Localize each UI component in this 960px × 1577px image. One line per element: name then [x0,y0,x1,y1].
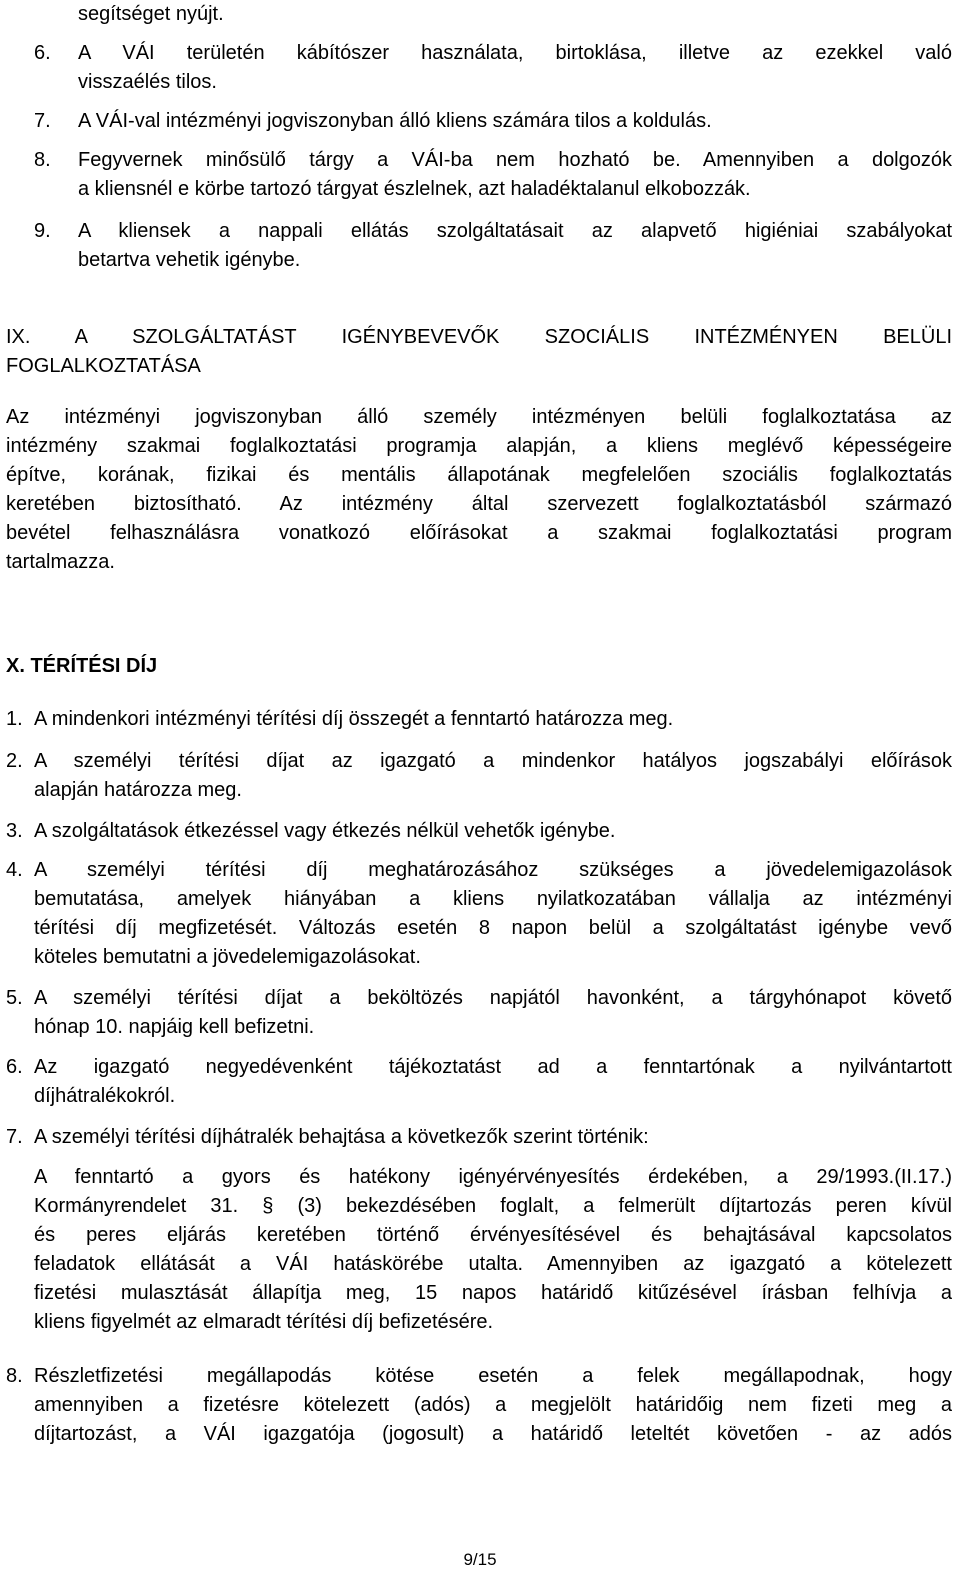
text-line: építve, korának, fizikai és mentális állapotának megfelelően szociális foglalkoztatás [6,464,952,486]
text-line: keretében biztosítható. Az intézmény által szervezett foglalkoztatásból származó [6,493,952,515]
list-item-number: 2. [6,750,23,772]
text-line: amennyiben a fizetésre kötelezett (adós) a megjelölt határidőig nem fizeti meg a [34,1394,952,1416]
text-line: bemutatása, amelyek hiányában a kliens nyilatkozatában vállalja az intézményi [34,888,952,910]
list-item-text [34,856,952,972]
section-heading: X. TÉRÍTÉSI DÍJ [6,655,158,677]
text-line: A személyi térítési díjhátralék behajtása a következők szerint történik: [34,1126,649,1148]
text-line: Fegyvernek minősülő tárgy a VÁI-ba nem hozható be. Amennyiben a dolgozók [78,149,952,171]
list-item-text [34,984,952,1042]
text-line: a kliensnél e körbe tartozó tárgyat észlelnek, azt haladéktalanul elkobozzák. [78,178,751,200]
text-line: A VÁI-val intézményi jogviszonyban álló kliens számára tilos a koldulás. [78,110,712,132]
list-item-number: 7. [6,1126,23,1148]
text-line: Részletfizetési megállapodás kötése esetén a felek megállapodnak, hogy [34,1365,952,1387]
list-item-number: 8. [34,149,51,171]
text-line: visszaélés tilos. [78,71,217,93]
list-item-text [78,217,952,275]
text-line: A kliensek a nappali ellátás szolgáltatásait az alapvető higiéniai szabályokat [78,220,952,242]
text-line: A mindenkori intézményi térítési díj összegét a fenntartó határozza meg. [34,708,674,730]
text-line: Az intézményi jogviszonyban álló személy intézményen belüli foglalkoztatása az [6,406,952,428]
text-line: díjhátralékokról. [34,1085,176,1107]
heading-line: FOGLALKOZTATÁSA [6,355,201,377]
list-item-number: 6. [6,1056,23,1078]
list-item-number: 8. [6,1365,23,1387]
text-line: feladatok ellátását a VÁI hatáskörébe utalta. Amennyiben az igazgató a kötelezett [34,1253,952,1275]
text-line: térítési díj megfizetését. Változás esetén 8 napon belül a szolgáltatást igénybe vevő [34,917,952,939]
text-line: kliens figyelmét az elmaradt térítési díj befizetésére. [34,1311,494,1333]
list-item-number: 6. [34,42,51,64]
list-item-text [78,146,952,204]
text-line: díjtartozást, a VÁI igazgatója (jogosult) a határidő leteltét követően - az adós [34,1423,952,1445]
text-line: köteles bemutatni a jövedelemigazolásokat. [34,946,421,968]
list-item-text [34,1123,952,1152]
text-line: fizetési mulasztását állapítja meg, 15 napos határidő kitűzésével írásban felhívja a [34,1282,952,1304]
section-heading [6,323,952,381]
page-number: 9/15 [463,1550,497,1569]
list-item-number: 3. [6,820,23,842]
text-line: bevétel felhasználásra vonatkozó előírásokat a szakmai foglalkoztatási program [6,522,952,544]
list-item-text [34,1053,952,1111]
text-line: és peres eljárás keretében történő érvényesítésével és behajtásával kapcsolatos [34,1224,952,1246]
list-item-text [34,817,952,846]
list-item-number: 7. [34,110,51,132]
list-item-text [34,1163,952,1337]
section-paragraph [6,403,952,577]
text-line: A szolgáltatások étkezéssel vagy étkezés nélkül vehetők igénybe. [34,820,616,842]
list-item-number: 9. [34,220,51,242]
text-line: betartva vehetik igénybe. [78,249,301,271]
text-line: hónap 10. napjáig kell befizetni. [34,1016,315,1038]
text-line: Kormányrendelet 31. § (3) bekezdésében foglalt, a felmerült díjtartozás peren kívül [34,1195,952,1217]
list-item-number: 1. [6,708,23,730]
text-line: alapján határozza meg. [34,779,242,801]
list-item-number: 4. [6,859,23,881]
text-line: A személyi térítési díj meghatározásához szükséges a jövedelemigazolások [34,859,952,881]
text-line: A személyi térítési díjat az igazgató a mindenkor hatályos jogszabályi előírások [34,750,952,772]
text-line: Az igazgató negyedévenként tájékoztatást ad a fenntartónak a nyilvántartott [34,1056,952,1078]
text-line: A személyi térítési díjat a beköltözés napjától havonként, a tárgyhónapot követő [34,987,952,1009]
list-item-number: 5. [6,987,23,1009]
list-item-text [78,39,952,97]
text-line: A VÁI területén kábítószer használata, birtoklása, illetve az ezekkel való [78,42,952,64]
heading-line: IX. A SZOLGÁLTATÁST IGÉNYBEVEVŐK SZOCIÁLIS INTÉZMÉNYEN BELÜLI [6,326,952,348]
list-item-text [34,705,952,734]
text-line: tartalmazza. [6,551,115,573]
list-item-text [34,747,952,805]
text-line: A fenntartó a gyors és hatékony igényérvényesítés érdekében, a 29/1993.(II.17.) [34,1166,952,1188]
list-item-text [78,107,952,136]
text-line: intézmény szakmai foglalkoztatási programja alapján, a kliens meglévő képességeire [6,435,952,457]
continued-text-fragment: segítséget nyújt. [78,3,224,25]
list-item-text [34,1362,952,1449]
